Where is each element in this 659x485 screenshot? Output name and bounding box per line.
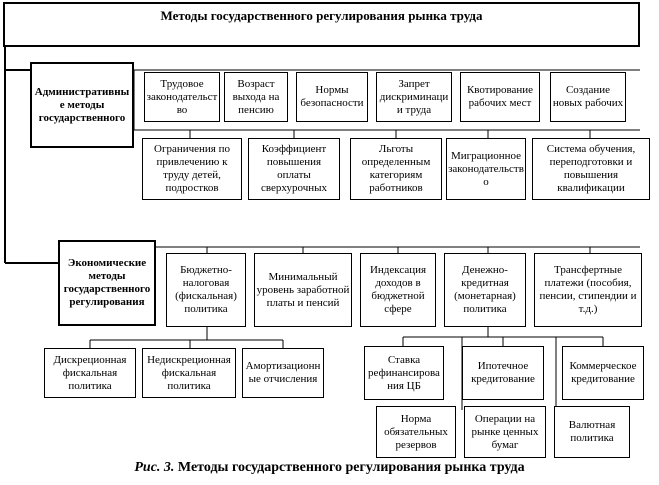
- econ-currency-policy: Валютная политика: [554, 406, 630, 458]
- econ-mortgage-lending: Ипотечное кредитование: [462, 346, 544, 400]
- econ-securities-operations: Операции на рынке ценных бумаг: [464, 406, 546, 458]
- admin-retirement-age: Возраст выхода на пенсию: [224, 72, 288, 122]
- administrative-methods-label: Административные методы государственного: [30, 62, 134, 148]
- diagram-title: Методы государственного регулирования рынка труда: [3, 2, 640, 47]
- caption-prefix: Рис. 3.: [134, 460, 175, 475]
- econ-depreciation: Амортизационные отчисления: [242, 348, 324, 398]
- admin-training-system: Система обучения, переподготовки и повышения квалификации: [532, 138, 650, 200]
- econ-discretionary-fiscal: Дискреционная фискальная политика: [44, 348, 136, 398]
- admin-migration-law: Миграционное законодательство: [446, 138, 526, 200]
- caption-text: Методы государственного регулирования рынка труда: [177, 460, 525, 475]
- admin-overtime-coefficient: Коэффициент повышения оплаты сверхурочных: [248, 138, 340, 200]
- admin-job-quotas: Квотирование рабочих мест: [460, 72, 540, 122]
- econ-monetary-policy: Денежно-кредитная (монетарная) политика: [444, 253, 526, 327]
- admin-benefits: Льготы определенным категориям работников: [350, 138, 442, 200]
- admin-safety-norms: Нормы безопасности: [296, 72, 368, 122]
- econ-refinancing-rate: Ставка рефинансирования ЦБ: [364, 346, 444, 400]
- econ-transfer-payments: Трансфертные платежи (пособия, пенсии, стипендии и т.д.): [534, 253, 642, 327]
- admin-labor-law: Трудовое законодательство: [144, 72, 220, 122]
- admin-new-jobs: Создание новых рабочих: [550, 72, 626, 122]
- econ-commercial-lending: Коммерческое кредитование: [562, 346, 644, 400]
- admin-child-labor-limits: Ограничения по привлечению к труду детей, подростков: [142, 138, 242, 200]
- econ-nondiscretionary-fiscal: Недискреционная фискальная политика: [142, 348, 236, 398]
- econ-fiscal-policy: Бюджетно-налоговая (фискальная) политика: [166, 253, 246, 327]
- econ-income-indexation: Индексация доходов в бюджетной сфере: [360, 253, 436, 327]
- figure-caption: [0, 460, 659, 476]
- econ-minimum-wage: Минимальный уровень заработной платы и пенсий: [254, 253, 352, 327]
- admin-discrimination-ban: Запрет дискриминации труда: [376, 72, 452, 122]
- economic-methods-label: Экономические методы государственного регулирования: [58, 240, 156, 326]
- econ-reserve-ratio: Норма обязательных резервов: [376, 406, 456, 458]
